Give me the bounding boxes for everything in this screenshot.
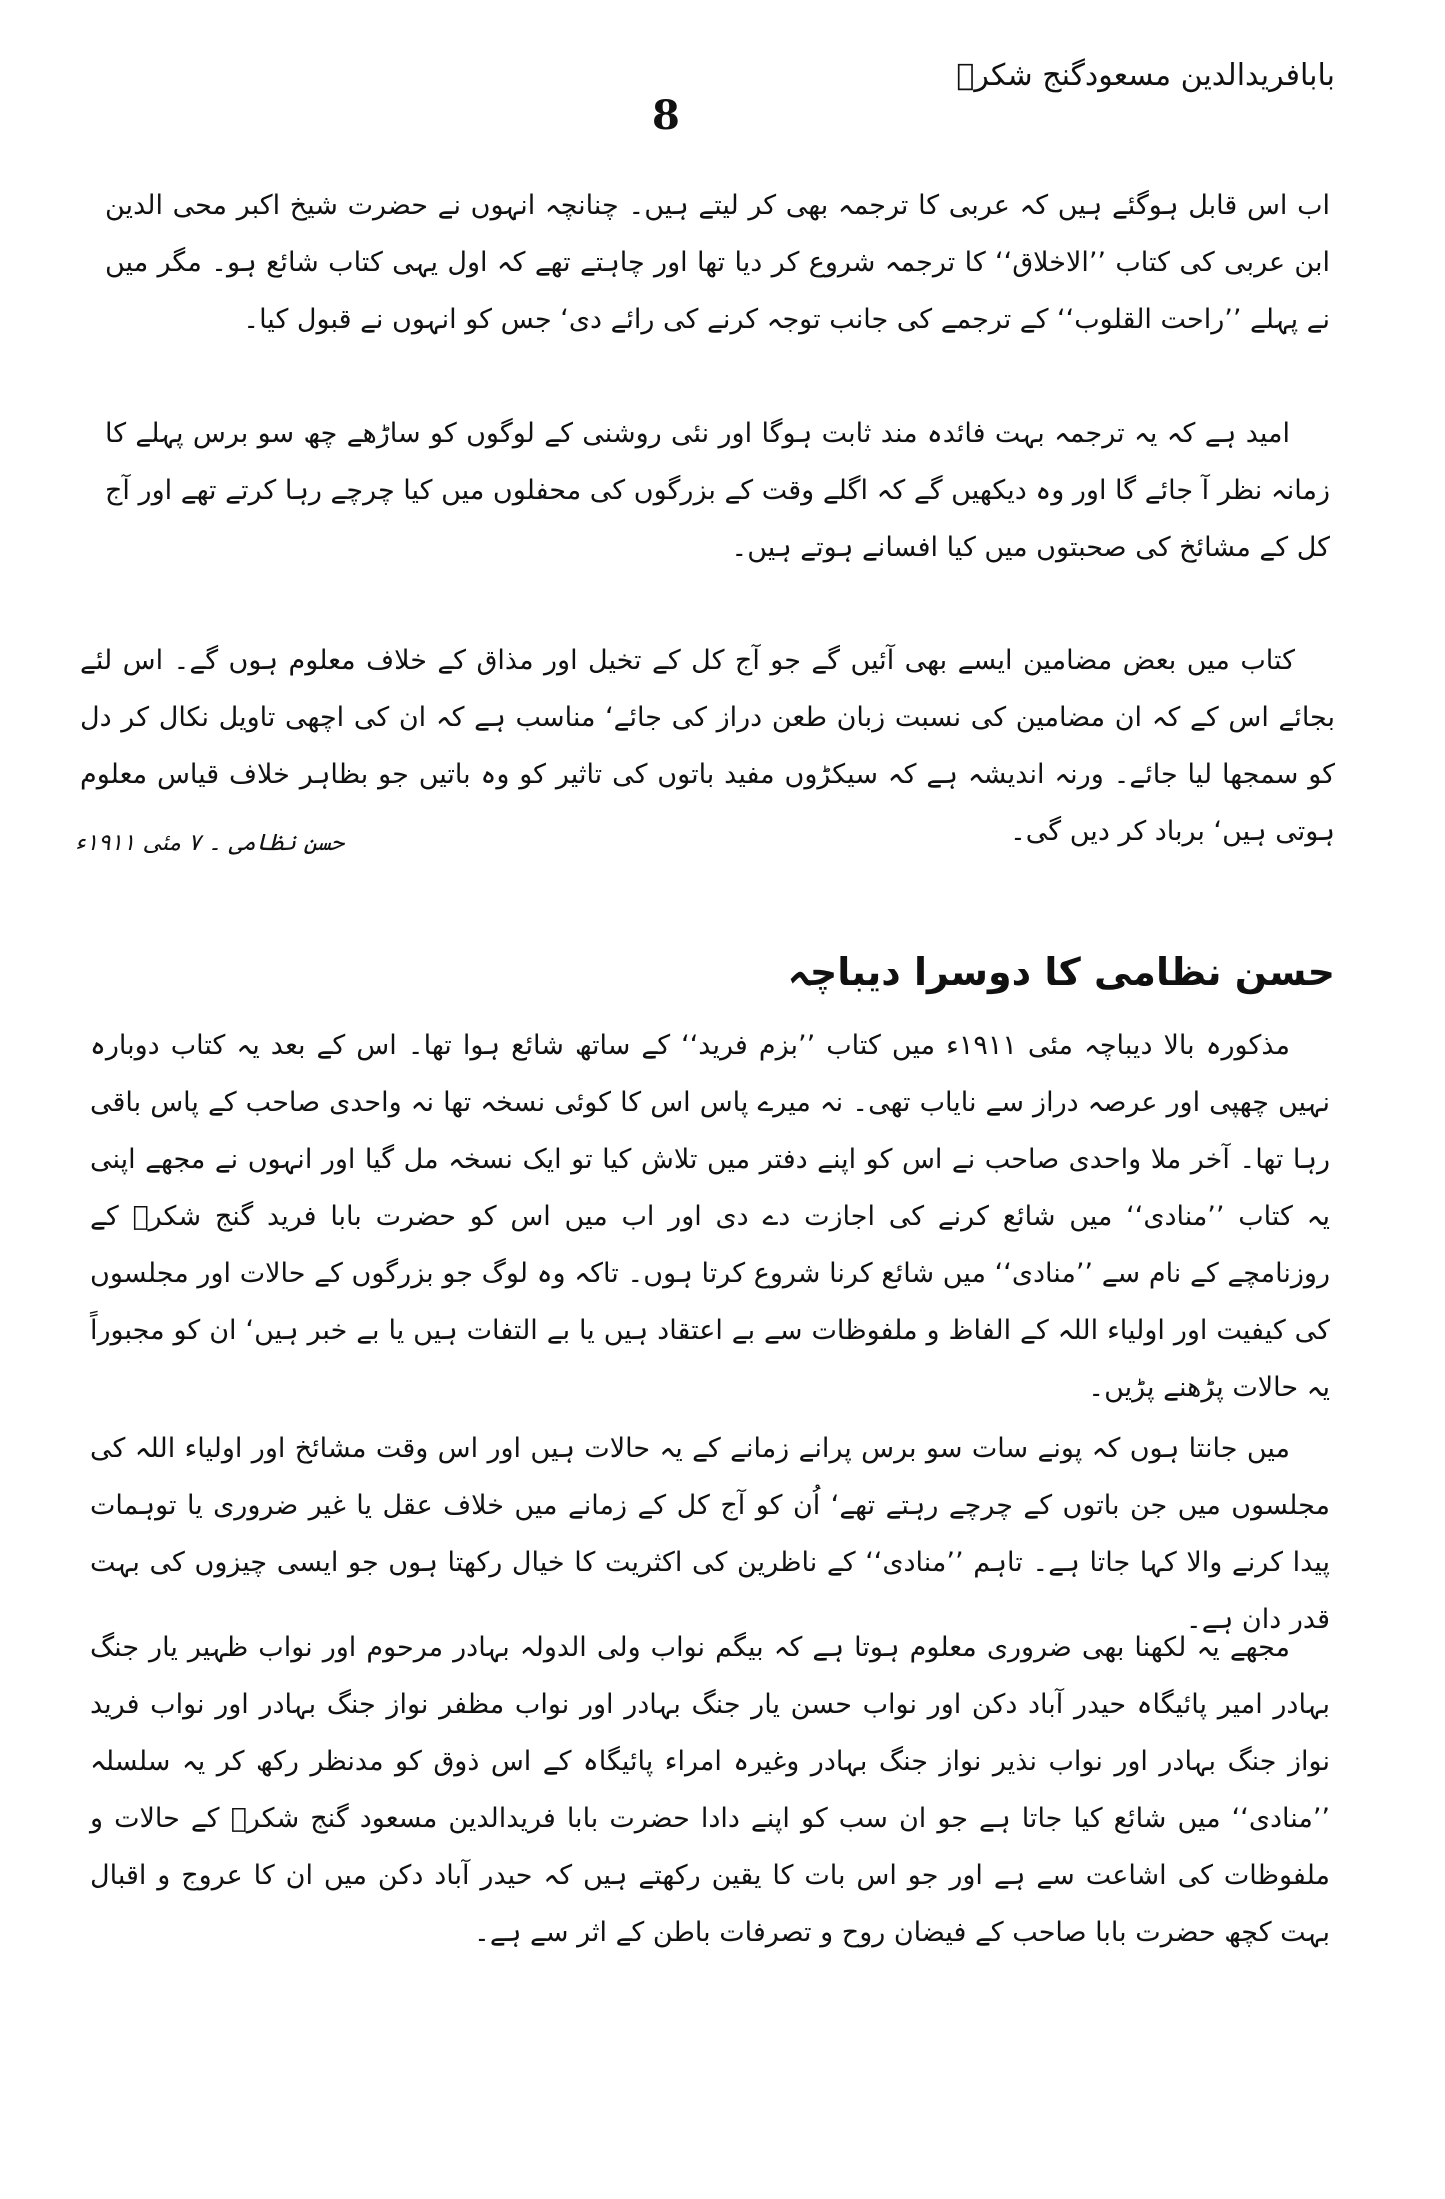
paragraph-hope: امید ہے کہ یہ ترجمہ بہت فائدہ مند ثابت ہوگا اور نئی روشنی کے لوگوں کو ساڑھے چھ سو برس پہلے کا زمانہ نظر آ جائے گا اور وہ دیکھیں گے کہ اگلے وقت کے بزرگوں کی محفلوں میں کیا چرچے رہا کرتے تھے اور آج کل کے مشائخ کی صحبتوں میں کیا افسانے ہوتے ہیں۔ [105, 418, 1330, 563]
paragraph-patrons: مجھے یہ لکھنا بھی ضروری معلوم ہوتا ہے کہ بیگم نواب ولی الدولہ بہادر مرحوم اور نواب ظہیر یار جنگ بہادر امیر پائیگاہ حیدر آباد دکن اور نواب حسن یار جنگ بہادر اور نواب مظفر نواز جنگ بہادر اور نواب فرید نواز جنگ بہادر اور نواب نذیر نواز جنگ بہادر وغیرہ امراء پائیگاہ کے اس ذوق کو مدنظر رکھ کر یہ سلسلہ ’’منادی‘‘ میں شائع کیا جاتا ہے جو ان سب کو اپنے دادا حضرت بابا فریدالدین مسعود گنج شکرؒ کے حالات و ملفوظات کی اشاعت سے ہے اور جو اس بات کا یقین رکھتے ہیں کہ حیدر آباد دکن میں ان کا عروج و اقبال بہت کچھ حضرت بابا صاحب کے فیضان روح و تصرفات باطن کے اثر سے ہے۔ [90, 1632, 1330, 1948]
running-title: بابافریدالدین مسعودگنج شکرؒ [956, 58, 1335, 93]
paragraph-preface-history: مذکورہ بالا دیباچہ مئی ۱۹۱۱ء میں کتاب ’’بزم فرید‘‘ کے ساتھ شائع ہوا تھا۔ اس کے بعد یہ کتاب دوبارہ نہیں چھپی اور عرصہ دراز سے نایاب تھی۔ نہ میرے پاس اس کا کوئی نسخہ تھا نہ واحدی صاحب کے پاس باقی رہا تھا۔ آخر ملا واحدی صاحب نے اس کو اپنے دفتر میں تلاش کیا تو ایک نسخہ مل گیا اور انہوں نے مجھے اپنی یہ کتاب ’’منادی‘‘ میں شائع کرنے کی اجازت دے دی اور اب میں اس کو حضرت بابا فرید گنج شکرؒ کے روزنامچے کے نام سے ’’منادی‘‘ میں شائع کرنا شروع کرتا ہوں۔ تاکہ وہ لوگ جو بزرگوں کے حالات اور مجلسوں کی کیفیت اور اولیاء اللہ کے الفاظ و ملفوظات سے بے اعتقاد ہیں یا بے التفات ہیں یا بے خبر ہیں‘ ان کو مجبوراً یہ حالات پڑھنے پڑیں۔ [90, 1030, 1330, 1403]
paragraph-caution: کتاب میں بعض مضامین ایسے بھی آئیں گے جو آج کل کے تخیل اور مذاق کے خلاف معلوم ہوں گے۔ اس لئے بجائے اس کے کہ ان مضامین کی نسبت زبان طعن دراز کی جائے‘ مناسب ہے کہ ان کی اچھی تاویل نکال کر دل کو سمجھا لیا جائے۔ ورنہ اندیشہ ہے کہ سیکڑوں مفید باتوں کی تاثیر کو وہ باتیں جو بظاہر خلاف قیاس معلوم ہوتی ہیں‘ برباد کر دیں گی۔ [80, 645, 1335, 847]
author-signature: حسن نظامی ۔ ۷ مئی ۱۹۱۱ء [75, 830, 344, 856]
section-heading: حسن نظامی کا دوسرا دیباچہ [787, 949, 1335, 994]
paragraph-translation-note: اب اس قابل ہوگئے ہیں کہ عربی کا ترجمہ بھی کر لیتے ہیں۔ چنانچہ انہوں نے حضرت شیخ اکبر محی الدین ابن عربی کی کتاب ’’الاخلاق‘‘ کا ترجمہ شروع کر دیا تھا اور چاہتے تھے کہ اول یہی کتاب شائع ہو۔ مگر میں نے پہلے ’’راحت القلوب‘‘ کے ترجمے کی جانب توجہ کرنے کی رائے دی‘ جس کو انہوں نے قبول کیا۔ [105, 190, 1330, 335]
page-number: 8 [652, 92, 680, 139]
paragraph-readers: میں جانتا ہوں کہ پونے سات سو برس پرانے زمانے کے یہ حالات ہیں اور اس وقت مشائخ اور اولیاء اللہ کی مجلسوں میں جن باتوں کے چرچے رہتے تھے‘ اُن کو آج کل کے زمانے میں خلاف عقل یا غیر ضروری یا توہمات پیدا کرنے والا کہا جاتا ہے۔ تاہم ’’منادی‘‘ کے ناظرین کی اکثریت کا خیال رکھتا ہوں جو ایسی چیزوں کی بہت قدر دان ہے۔ [90, 1433, 1330, 1635]
